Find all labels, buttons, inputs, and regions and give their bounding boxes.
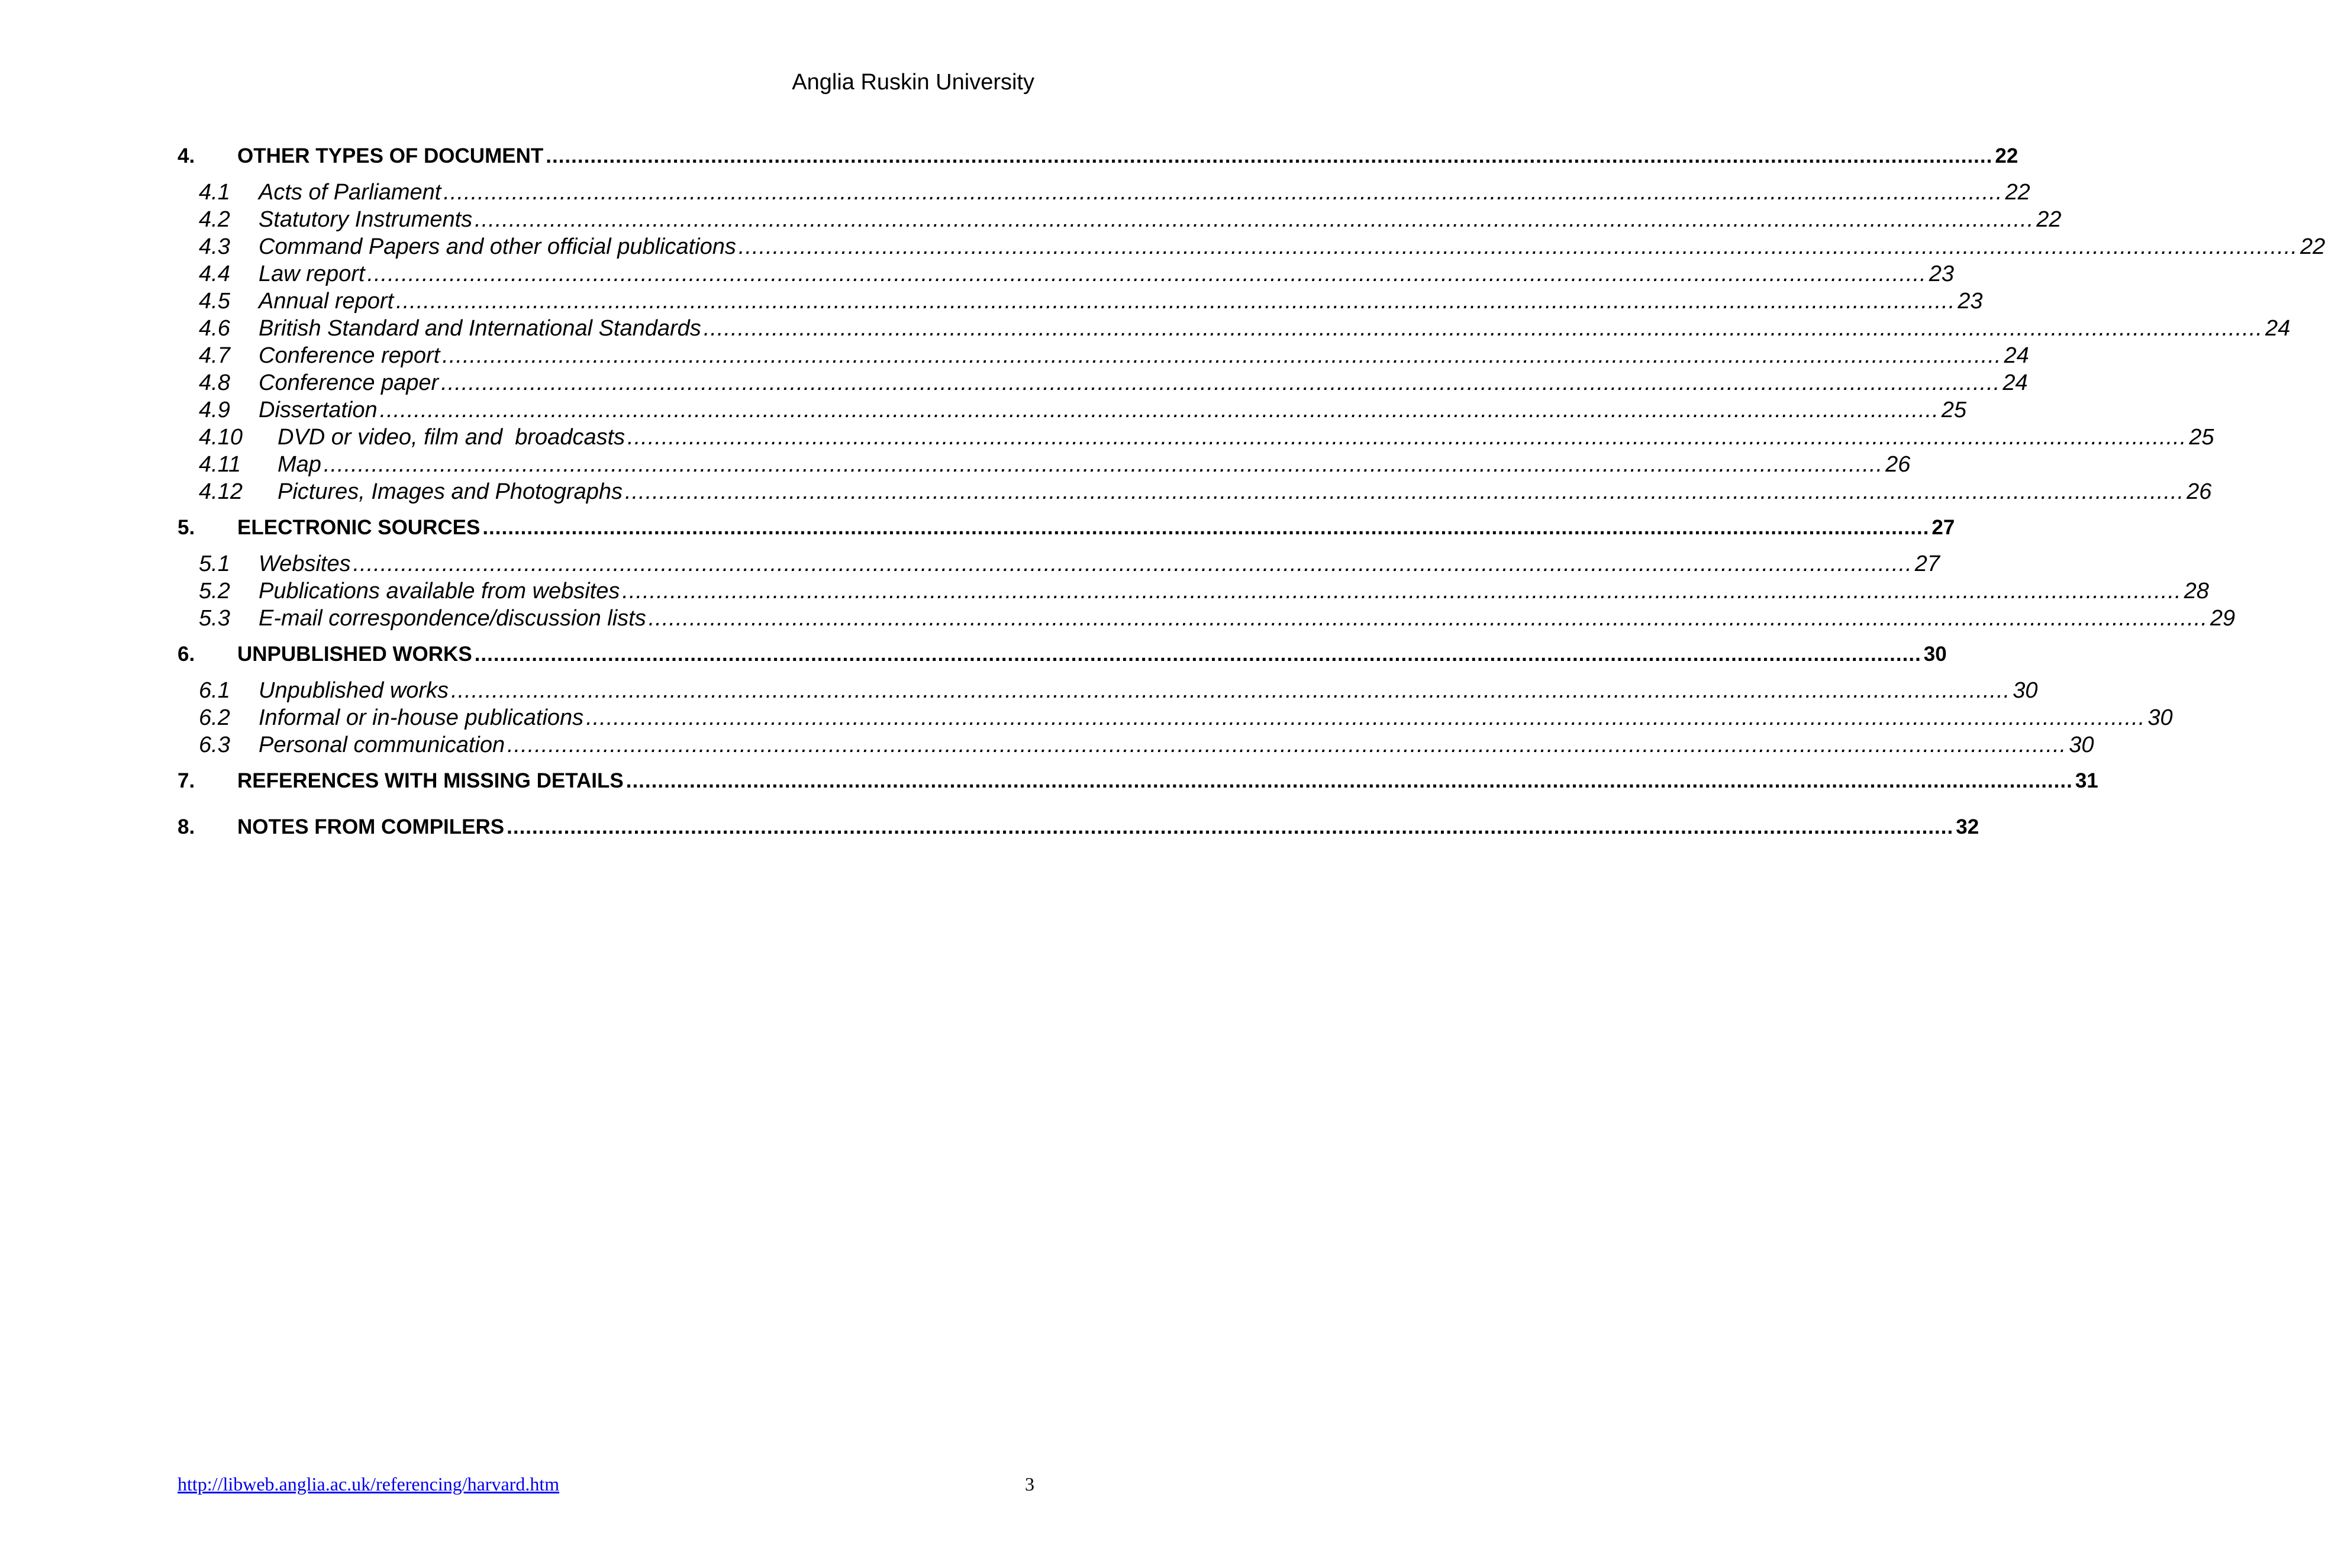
item-number: 6.1 — [199, 678, 230, 703]
item-number: 6.3 — [199, 733, 230, 757]
item-number: 4.7 — [199, 343, 230, 368]
page-number: 24 — [2002, 370, 2028, 395]
dot-leader: .................................................................................................................................................................................................................................... — [625, 769, 2073, 792]
toc-item-4-12[interactable] — [178, 478, 2212, 505]
item-title: Command Papers and other official publications — [259, 234, 736, 259]
page-number: 22 — [2036, 207, 2062, 232]
running-header: Anglia Ruskin University — [792, 70, 1034, 95]
footer-page-number: 3 — [1025, 1473, 1034, 1495]
page-number: 22 — [2005, 180, 2030, 205]
dot-leader: .................................................................................................................................................................................................................................... — [475, 207, 2034, 232]
dot-leader: .................................................................................................................................................................................................................................... — [353, 551, 1913, 576]
page-number: 30 — [2069, 733, 2094, 757]
dot-leader: .................................................................................................................................................................................................................................... — [443, 180, 2003, 205]
item-title: Pictures, Images and Photographs — [278, 479, 623, 504]
page-number: 23 — [1958, 289, 1983, 314]
dot-leader: .................................................................................................................................................................................................................................... — [507, 815, 1954, 838]
page-number: 32 — [1956, 815, 1979, 838]
page-number: 24 — [2004, 343, 2029, 368]
toc-item-6-3[interactable] — [178, 731, 2094, 759]
toc-item-6-2[interactable] — [178, 704, 2173, 731]
toc-section-6[interactable] — [178, 639, 1947, 670]
toc-item-4-9[interactable] — [178, 396, 1967, 424]
item-number: 4.6 — [199, 316, 230, 341]
dot-leader: .................................................................................................................................................................................................................................... — [323, 452, 1884, 477]
page-number: 30 — [2013, 678, 2038, 703]
page-number: 27 — [1914, 551, 1940, 576]
page-number: 26 — [2187, 479, 2212, 504]
toc-item-4-6[interactable] — [178, 315, 2291, 342]
section-title: UNPUBLISHED WORKS — [237, 643, 472, 666]
toc-item-6-1[interactable] — [178, 677, 2038, 704]
item-number: 4.10 — [199, 425, 243, 450]
page-number: 23 — [1929, 262, 1954, 286]
item-number: 4.5 — [199, 289, 230, 314]
page-number: 30 — [2147, 705, 2173, 730]
toc-item-5-3[interactable] — [178, 605, 2236, 632]
page-footer — [178, 1473, 1034, 1495]
item-title: Informal or in-house publications — [259, 705, 584, 730]
item-title: DVD or video, film and broadcasts — [278, 425, 625, 450]
item-title: E-mail correspondence/discussion lists — [259, 606, 646, 631]
section-title: REFERENCES WITH MISSING DETAILS — [237, 769, 624, 792]
item-number: 4.4 — [199, 262, 230, 286]
dot-leader: .................................................................................................................................................................................................................................... — [482, 516, 1930, 539]
toc-item-4-10[interactable] — [178, 424, 2214, 451]
section-number: 4. — [178, 144, 195, 167]
item-number: 4.1 — [199, 180, 230, 205]
dot-leader: .................................................................................................................................................................................................................................... — [442, 343, 2002, 368]
item-number: 4.9 — [199, 398, 230, 422]
item-number: 5.1 — [199, 551, 230, 576]
toc-section-8[interactable] — [178, 812, 1979, 843]
toc-item-4-11[interactable] — [178, 451, 1911, 478]
section-title: OTHER TYPES OF DOCUMENT — [237, 144, 544, 167]
dot-leader: .................................................................................................................................................................................................................................... — [379, 398, 1939, 422]
toc-section-5[interactable] — [178, 512, 1955, 543]
page-number: 31 — [2075, 769, 2098, 792]
dot-leader: .................................................................................................................................................................................................................................... — [648, 606, 2208, 631]
toc-section-4[interactable] — [178, 141, 2018, 172]
item-title: Law report — [259, 262, 365, 286]
toc-item-5-1[interactable] — [178, 550, 1940, 577]
item-title: Websites — [259, 551, 351, 576]
item-title: Annual report — [259, 289, 394, 314]
section-number: 6. — [178, 643, 195, 666]
toc-subsection-list — [178, 179, 2325, 505]
item-title: Acts of Parliament — [259, 180, 441, 205]
dot-leader: .................................................................................................................................................................................................................................... — [627, 425, 2187, 450]
dot-leader: .................................................................................................................................................................................................................................... — [441, 370, 2001, 395]
section-title: NOTES FROM COMPILERS — [237, 815, 505, 838]
item-number: 4.3 — [199, 234, 230, 259]
item-number: 4.8 — [199, 370, 230, 395]
item-title: Publications available from websites — [259, 579, 620, 604]
dot-leader: .................................................................................................................................................................................................................................... — [738, 234, 2298, 259]
toc-subsection-list — [178, 550, 2236, 632]
table-of-contents — [178, 141, 2325, 843]
dot-leader: .................................................................................................................................................................................................................................... — [703, 316, 2263, 341]
toc-section-7[interactable] — [178, 766, 2098, 796]
page-number: 26 — [1885, 452, 1911, 477]
item-title: Dissertation — [259, 398, 378, 422]
item-title: British Standard and International Standards — [259, 316, 701, 341]
page-number: 30 — [1923, 643, 1947, 666]
section-number: 7. — [178, 769, 195, 792]
toc-item-4-1[interactable] — [178, 179, 2030, 206]
toc-item-4-4[interactable] — [178, 260, 1954, 288]
dot-leader: .................................................................................................................................................................................................................................... — [546, 144, 1993, 167]
item-title: Conference report — [259, 343, 440, 368]
item-number: 4.2 — [199, 207, 230, 232]
section-number: 5. — [178, 516, 195, 539]
page-number: 22 — [2300, 234, 2325, 259]
section-title: ELECTRONIC SOURCES — [237, 516, 481, 539]
dot-leader: .................................................................................................................................................................................................................................... — [396, 289, 1956, 314]
page-number: 27 — [1931, 516, 1955, 539]
footer-url-link[interactable]: http://libweb.anglia.ac.uk/referencing/harvard.htm — [178, 1473, 560, 1495]
page-number: 25 — [2189, 425, 2214, 450]
dot-leader: .................................................................................................................................................................................................................................... — [586, 705, 2146, 730]
dot-leader: .................................................................................................................................................................................................................................... — [474, 643, 1921, 666]
toc-item-5-2[interactable] — [178, 577, 2209, 605]
toc-item-4-5[interactable] — [178, 288, 1983, 315]
dot-leader: .................................................................................................................................................................................................................................... — [367, 262, 1927, 286]
item-number: 4.11 — [199, 452, 241, 477]
page-number: 24 — [2265, 316, 2291, 341]
item-title: Map — [278, 452, 321, 477]
page-number: 28 — [2184, 579, 2209, 604]
item-number: 5.2 — [199, 579, 230, 604]
page-number: 22 — [1995, 144, 2018, 167]
page-number: 29 — [2210, 606, 2236, 631]
toc-item-4-3[interactable] — [178, 233, 2325, 260]
dot-leader: .................................................................................................................................................................................................................................... — [625, 479, 2185, 504]
dot-leader: .................................................................................................................................................................................................................................... — [622, 579, 2182, 604]
toc-item-4-8[interactable] — [178, 369, 2028, 396]
section-number: 8. — [178, 815, 195, 838]
toc-item-4-2[interactable] — [178, 206, 2062, 233]
dot-leader: .................................................................................................................................................................................................................................... — [507, 733, 2067, 757]
item-number: 4.12 — [199, 479, 243, 504]
item-number: 5.3 — [199, 606, 230, 631]
item-title: Unpublished works — [259, 678, 449, 703]
item-title: Statutory Instruments — [259, 207, 473, 232]
item-number: 6.2 — [199, 705, 230, 730]
toc-subsection-list — [178, 677, 2173, 759]
item-title: Conference paper — [259, 370, 439, 395]
dot-leader: .................................................................................................................................................................................................................................... — [451, 678, 2011, 703]
page-number: 25 — [1941, 398, 1967, 422]
toc-item-4-7[interactable] — [178, 342, 2029, 369]
item-title: Personal communication — [259, 733, 505, 757]
